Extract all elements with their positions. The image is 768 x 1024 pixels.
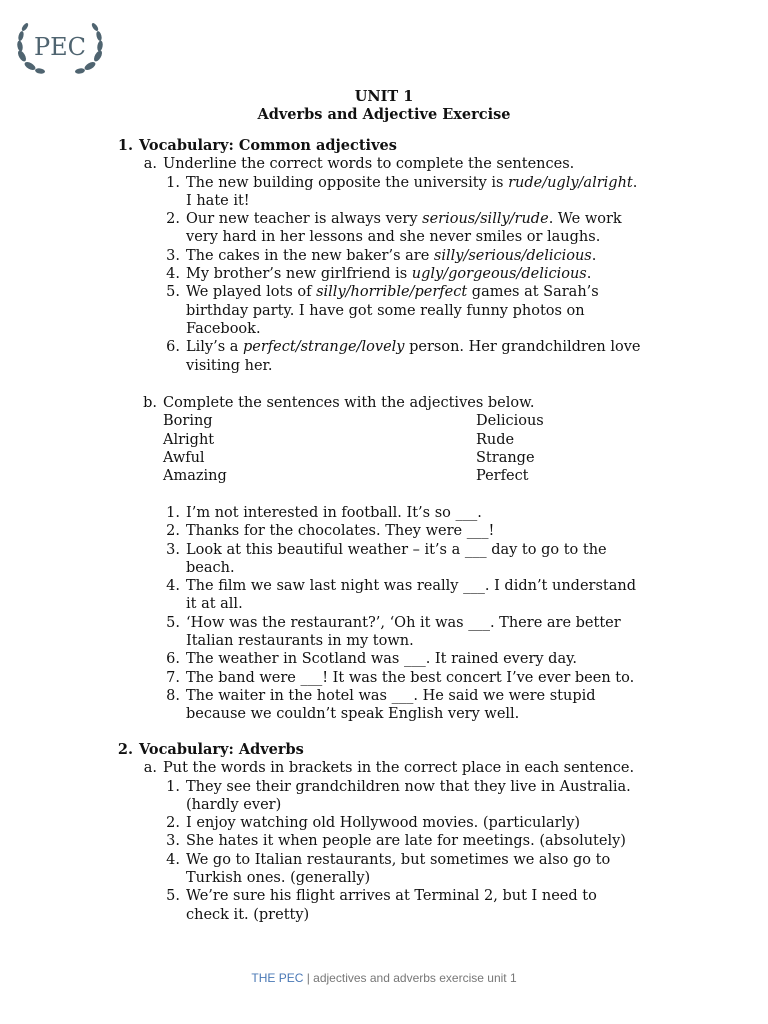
section-adjectives-fill [0, 394, 768, 485]
pec-logo [14, 16, 106, 76]
word-options: perfect/strange/lovely [243, 339, 405, 356]
footer-brand: THE PEC [251, 971, 304, 985]
item-text: ‘How was the restaurant?’, ‘Oh it was ___. There are better [186, 614, 621, 631]
part-a-instruction [0, 759, 768, 777]
text-segment: . We work [548, 211, 622, 228]
list-item-line [0, 174, 768, 192]
adjective-word: Boring [163, 413, 213, 430]
item-text: Thanks for the chocolates. They were ___! [186, 523, 495, 540]
item-text [186, 174, 637, 192]
section-common-adjectives [0, 137, 768, 375]
footer-text: adjectives and adverbs exercise unit 1 [313, 971, 517, 985]
list-item-line [0, 302, 768, 320]
item-text [186, 192, 250, 210]
list-item-line [0, 650, 768, 668]
item-text: because we couldn’t speak English very well. [186, 706, 520, 723]
section-adverbs [0, 741, 768, 924]
item-text [186, 265, 591, 283]
list-item-line [0, 522, 768, 540]
list-item-line [0, 632, 768, 650]
text-segment: Lily’s a [186, 339, 244, 356]
item-number: 3. [166, 247, 180, 264]
item-text: We’re sure his flight arrives at Terminal 2, but I need to [186, 888, 597, 905]
item-text: beach. [186, 559, 235, 576]
item-text: They see their grandchildren now that they live in Australia. [186, 778, 631, 795]
word-options: serious/silly/rude [422, 211, 549, 228]
list-item-line [0, 705, 768, 723]
item-text: Look at this beautiful weather – it’s a ___ day to go to the [186, 541, 607, 558]
text-segment: My brother’s new girlfriend is [186, 266, 412, 283]
list-item-line [0, 796, 768, 814]
item-text [186, 228, 600, 246]
instruction-text: Underline the correct words to complete the sentences. [163, 156, 575, 173]
text-segment: The cakes in the new baker’s are [186, 247, 434, 264]
fill-in-exercise [0, 504, 768, 724]
part-letter: b. [143, 395, 157, 411]
list-item-line [0, 559, 768, 577]
item-number: 4. [166, 578, 180, 595]
item-text: it at all. [186, 596, 243, 613]
text-segment: . [586, 266, 592, 283]
item-text: The waiter in the hotel was ___. He said we were stupid [186, 687, 596, 704]
part-b-instruction [0, 394, 768, 412]
adjective-word-bank [0, 412, 768, 485]
item-text: Turkish ones. (generally) [186, 870, 371, 887]
list-item-line [0, 851, 768, 869]
section-heading [0, 741, 768, 759]
list-item-line [0, 320, 768, 338]
section-number: 2. [117, 741, 133, 758]
instruction-text: Put the words in brackets in the correct place in each sentence. [163, 760, 635, 777]
item-text [186, 357, 272, 375]
list-item-line [0, 228, 768, 246]
word-options: silly/serious/delicious [433, 247, 592, 264]
adjective-word: Rude [476, 431, 515, 448]
word-options: ugly/gorgeous/delicious [411, 266, 587, 283]
text-segment: We played lots of [186, 284, 317, 301]
item-number: 4. [166, 851, 180, 868]
item-number: 4. [166, 266, 180, 283]
section-number: 1. [117, 137, 133, 154]
item-number: 3. [166, 833, 180, 850]
list-item-line [0, 504, 768, 522]
list-item-line [0, 283, 768, 301]
text-segment: The new building opposite the university is [186, 174, 509, 191]
section-heading [0, 137, 768, 155]
text-segment: . [591, 247, 597, 264]
text-segment: Facebook. [186, 320, 261, 337]
part-letter: a. [143, 156, 157, 173]
text-segment: . [632, 174, 638, 191]
list-item-line [0, 778, 768, 796]
item-text [186, 302, 585, 320]
section-title: Vocabulary: Common adjectives [139, 137, 397, 154]
page-footer [0, 969, 768, 987]
footer-separator: | [303, 971, 314, 985]
list-item-line [0, 338, 768, 356]
list-item-line [0, 906, 768, 924]
item-number: 8. [166, 687, 180, 704]
item-text [186, 320, 261, 338]
text-segment: visiting her. [186, 357, 273, 374]
item-text: The film we saw last night was really ___. I didn’t understand [186, 578, 637, 595]
item-number: 6. [166, 651, 180, 668]
exercise-list [0, 778, 768, 924]
svg-text:PEC: PEC [33, 33, 87, 61]
item-number: 2. [166, 815, 180, 832]
list-item-line [0, 210, 768, 228]
adjective-word: Delicious [476, 413, 544, 430]
list-item-line [0, 265, 768, 283]
item-text [186, 247, 596, 265]
list-item-line [0, 832, 768, 850]
item-number: 6. [166, 339, 180, 356]
text-segment: games at Sarah’s [467, 284, 599, 301]
item-text: (hardly ever) [186, 796, 282, 813]
word-options: rude/ugly/alright [508, 174, 633, 191]
item-number: 1. [166, 778, 180, 795]
list-item-line [0, 247, 768, 265]
part-letter: a. [143, 760, 157, 777]
item-number: 3. [166, 541, 180, 558]
item-text: The weather in Scotland was ___. It rained every day. [186, 651, 577, 668]
part-a-instruction [0, 155, 768, 173]
list-item-line [0, 614, 768, 632]
item-number: 5. [166, 284, 180, 301]
text-segment: I hate it! [186, 192, 250, 209]
item-text: Italian restaurants in my town. [186, 633, 414, 650]
exercise-list [0, 504, 768, 724]
item-text: I enjoy watching old Hollywood movies. (particularly) [186, 815, 581, 832]
list-item-line [0, 669, 768, 687]
item-number: 1. [166, 505, 180, 521]
item-text [186, 283, 599, 301]
list-item-line [0, 687, 768, 705]
exercise-list [0, 174, 768, 375]
item-text: She hates it when people are late for meetings. (absolutely) [186, 833, 626, 850]
unit-title: UNIT 1 [354, 88, 414, 105]
adjective-word: Strange [476, 449, 535, 466]
item-text [186, 338, 641, 356]
item-number: 2. [166, 211, 180, 228]
item-text [186, 210, 622, 228]
list-item-line [0, 887, 768, 905]
item-number: 5. [166, 888, 180, 905]
exercise-title: Adverbs and Adjective Exercise [257, 106, 511, 123]
word-options: silly/horrible/perfect [316, 284, 468, 301]
list-item-line [0, 541, 768, 559]
list-item-line [0, 869, 768, 887]
text-segment: Our new teacher is always very [186, 211, 423, 228]
item-text: The band were ___! It was the best concert I’ve ever been to. [186, 669, 635, 686]
list-item-line [0, 192, 768, 210]
list-item-line [0, 357, 768, 375]
adjective-word: Awful [163, 449, 205, 466]
item-text: We go to Italian restaurants, but sometimes we also go to [186, 851, 611, 868]
item-number: 2. [166, 523, 180, 540]
item-text: check it. (pretty) [186, 906, 310, 923]
text-segment: birthday party. I have got some really funny photos on [186, 302, 585, 319]
item-number: 1. [166, 174, 180, 191]
text-segment: person. Her grandchildren love [404, 339, 641, 356]
list-item-line [0, 577, 768, 595]
item-number: 5. [166, 614, 180, 631]
adjective-word: Amazing [163, 468, 227, 485]
item-text: I’m not interested in football. It’s so ___. [186, 505, 482, 521]
item-number: 7. [166, 669, 180, 686]
list-item-line [0, 595, 768, 613]
text-segment: very hard in her lessons and she never smiles or laughs. [186, 229, 601, 246]
instruction-text: Complete the sentences with the adjectives below. [163, 395, 535, 411]
adjective-word: Alright [163, 431, 215, 448]
adjective-word: Perfect [476, 468, 529, 485]
list-item-line [0, 814, 768, 832]
section-title: Vocabulary: Adverbs [139, 741, 304, 758]
